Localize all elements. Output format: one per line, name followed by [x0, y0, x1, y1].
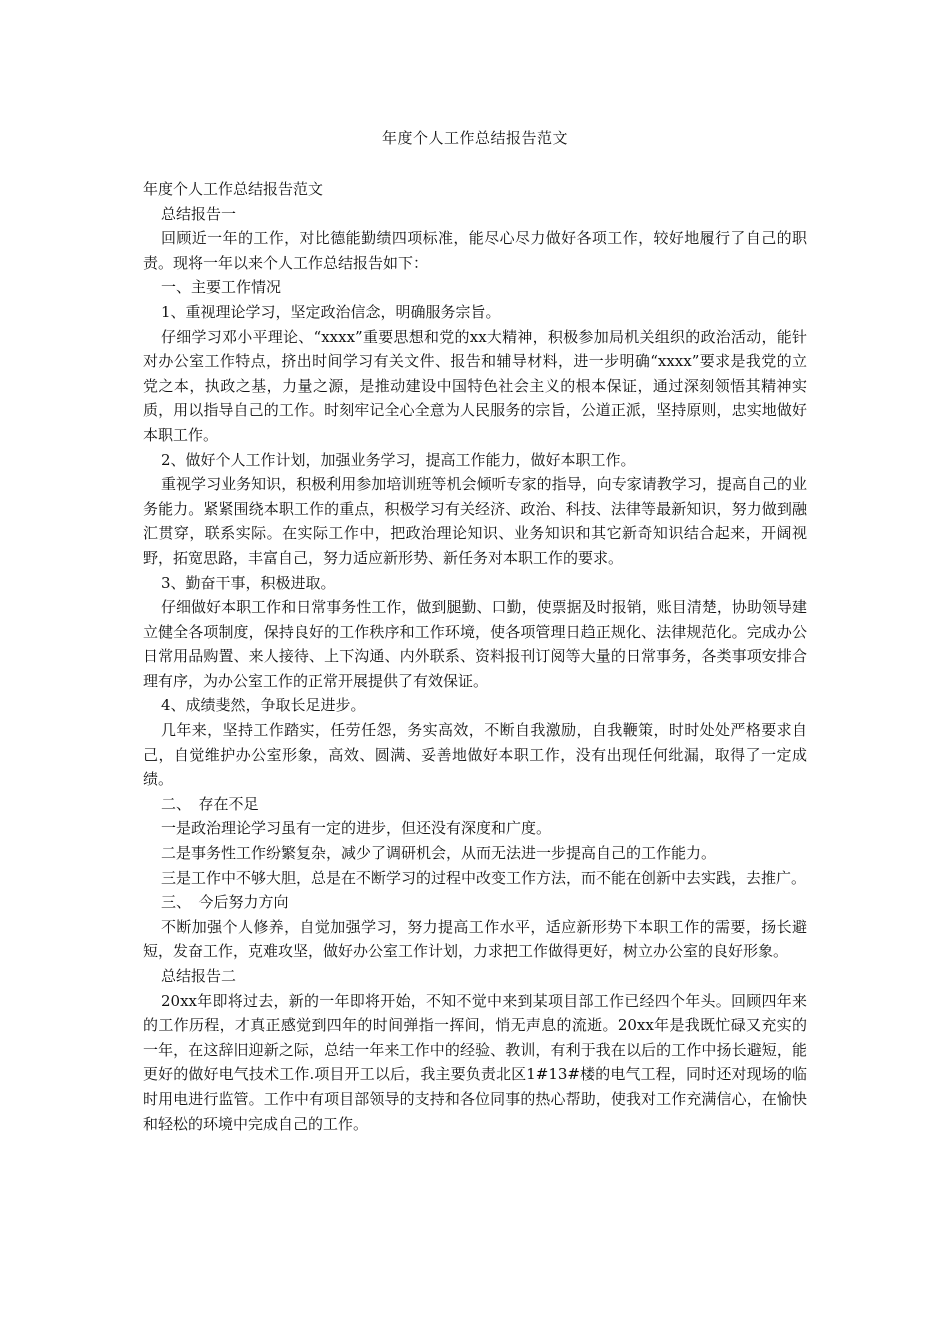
section-heading-main-work: 一、主要工作情况 — [161, 278, 282, 297]
paragraph: 仔细做好本职工作和日常事务性工作，做到腿勤、口勤，使票据及时报销，账目清楚，协助领导建立健全各项制度，保持良好的工作秩序和工作环境，使各项管理日趋正规化、法律规范化。完成办公日常用品购置、来人接待、上下沟通、内外联系、资料报刊订阅等大量的日常事务，各类事项安排合理有序，为办公室工作的正常开展提供了有效保证。 — [143, 598, 807, 690]
paragraph: 仔细学习邓小平理论、“xxxx”重要思想和党的xx大精神，积极参加局机关组织的政治活动，能针对办公室工作特点，挤出时间学习有关文件、报告和辅导材料，进一步明确“xxxx”要求是我党的立党之本，执政之基，力量之源，是推动建设中国特色社会主义的根本保证，通过深刻领悟其精神实质，用以指导自己的工作。时刻牢记全心全意为人民服务的宗旨，公道正派，坚持原则，忠实地做好本职工作。 — [143, 327, 807, 444]
subheading-1: 1、重视理论学习，坚定政治信念，明确服务宗旨。 — [161, 302, 501, 321]
paragraph: 不断加强个人修养，自觉加强学习，努力提高工作水平，适应新形势下本职工作的需要，扬长避短，发奋工作，克难攻坚，做好办公室工作计划，力求把工作做得更好，树立办公室的良好形象。 — [143, 917, 807, 961]
section-heading-future-direction: 三、 今后努力方向 — [161, 893, 289, 912]
section-heading-report-two: 总结报告二 — [161, 967, 237, 985]
paragraph: 二是事务性工作纷繁复杂，减少了调研机会，从而无法进一步提高自己的工作能力。 — [161, 844, 717, 863]
subheading-3: 3、勤奋干事，积极进取。 — [161, 573, 336, 592]
subheading-2: 2、做好个人工作计划，加强业务学习，提高工作能力，做好本职工作。 — [161, 450, 636, 469]
paragraph: 回顾近一年的工作，对比德能勤绩四项标准，能尽心尽力做好各项工作，较好地履行了自己的职责。现将一年以来个人工作总结报告如下： — [143, 229, 807, 272]
body-heading: 年度个人工作总结报告范文 — [143, 180, 324, 198]
paragraph: 一是政治理论学习虽有一定的进步，但还没有深度和广度。 — [161, 819, 552, 838]
paragraph: 20xx年即将过去，新的一年即将开始，不知不觉中来到某项目部工作已经四个年头。回顾四年来的工作历程，才真正感觉到四年的时间弹指一挥间，悄无声息的流逝。20xx年是我既忙碌又充实的一年，在这辞旧迎新之际，总结一年来工作中的经验、教训，有利于我在以后的工作中扬长避短，能更好的做好电气技术工作.项目开工以后，我主要负责北区1#13#楼的电气工程，同时还对现场的临时用电进行监管。工作中有项目部领导的支持和各位同事的热心帮助，使我对工作充满信心，在愉快和轻松的环境中完成自己的工作。 — [143, 991, 807, 1133]
paragraph: 几年来，坚持工作踏实，任劳任怨，务实高效，不断自我激励，自我鞭策，时时处处严格要求自己，自觉维护办公室形象，高效、圆满、妥善地做好本职工作，没有出现任何纰漏，取得了一定成绩。 — [143, 721, 807, 789]
document-title: 年度个人工作总结报告范文 — [381, 129, 568, 147]
subheading-4: 4、成绩斐然，争取长足进步。 — [161, 696, 366, 715]
paragraph: 重视学习业务知识，积极利用参加培训班等机会倾听专家的指导，向专家请教学习，提高自己的业务能力。紧紧围绕本职工作的重点，积极学习有关经济、政治、科技、法律等最新知识，努力做到融汇贯穿，联系实际。在实际工作中，把政治理论知识、业务知识和其它新奇知识结合起来，开阔视野，拓宽思路，丰富自己，努力适应新形势、新任务对本职工作的要求。 — [143, 475, 807, 567]
section-heading-report-one: 总结报告一 — [161, 204, 237, 223]
section-heading-shortcomings: 二、 存在不足 — [161, 794, 259, 813]
paragraph: 三是工作中不够大胆，总是在不断学习的过程中改变工作方法，而不能在创新中去实践，去推广。 — [161, 868, 807, 887]
document-body — [143, 177, 807, 1136]
